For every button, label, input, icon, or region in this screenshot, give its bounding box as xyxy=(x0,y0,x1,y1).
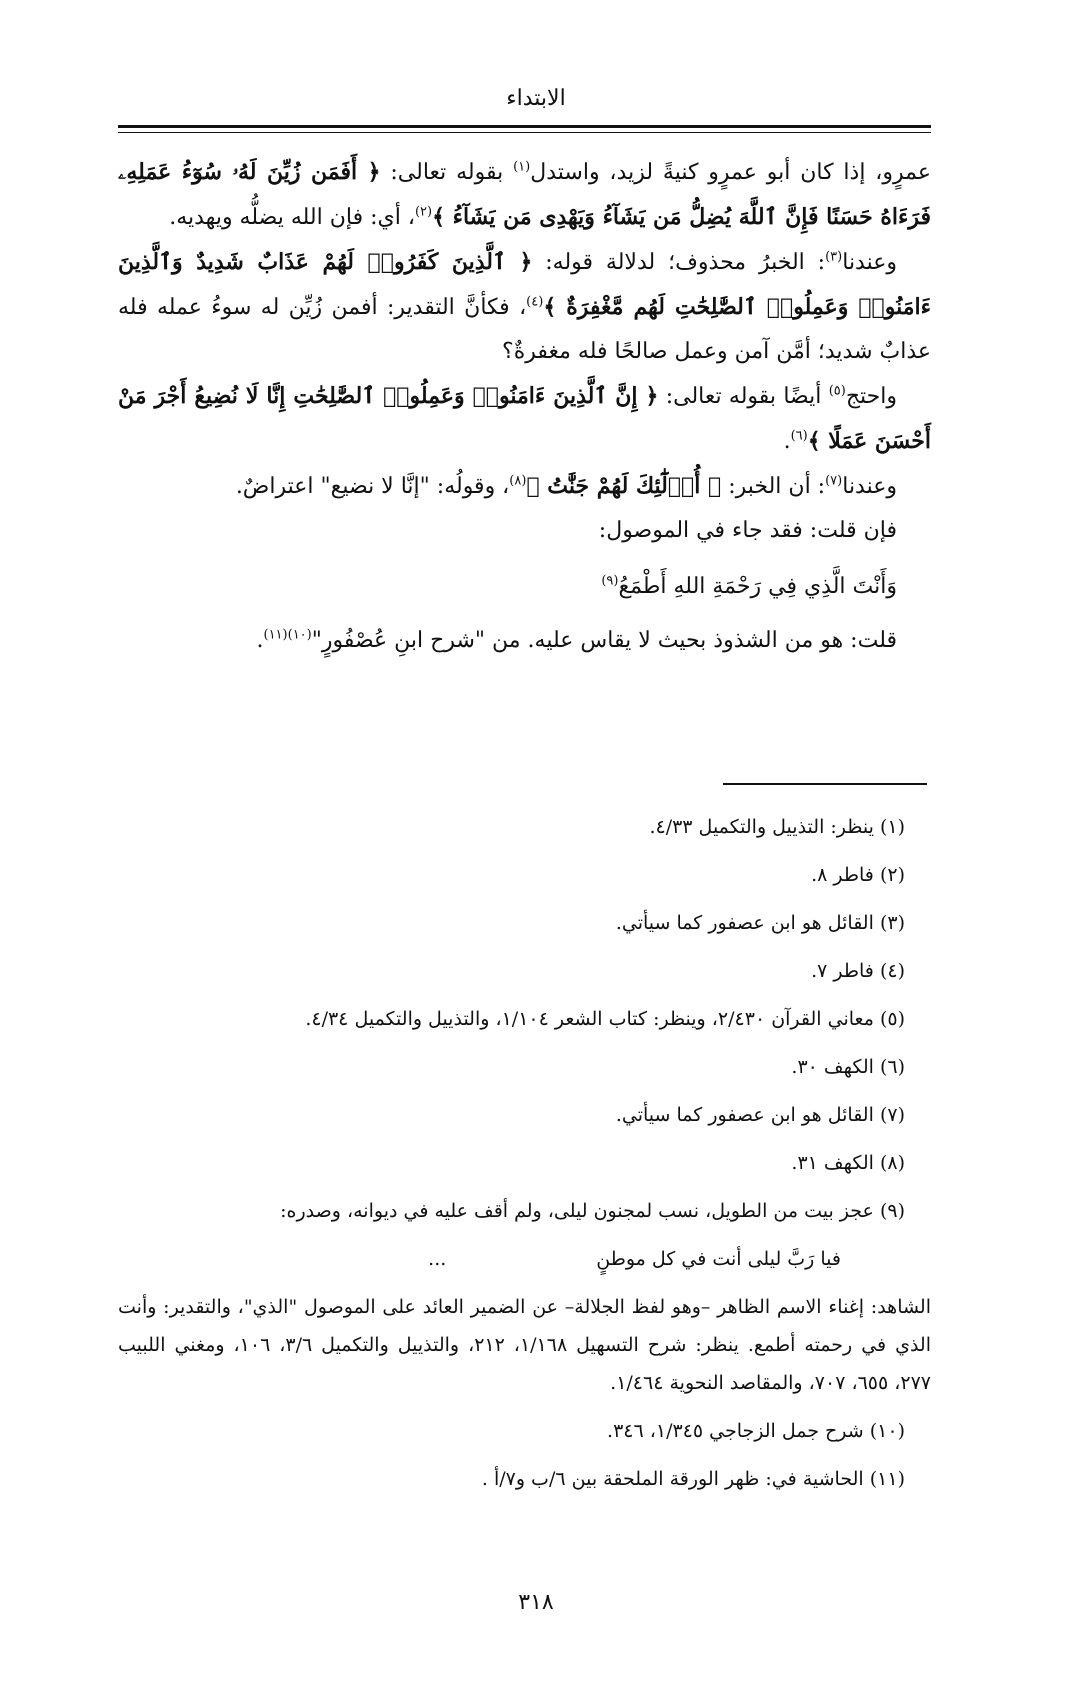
paragraph-5: فإن قلت: فقد جاء في الموصول: xyxy=(598,518,897,543)
footnote-separator xyxy=(723,783,927,785)
footnote-ref: (٣) xyxy=(825,249,843,265)
footnote-item: (٤) فاطر ٧. xyxy=(811,960,905,982)
footnote-item: (٥) معاني القرآن ٢/٤٣٠، وينظر: كتاب الشعر ١/١٠٤، والتذييل والتكميل ٤/٣٤. xyxy=(305,1008,905,1030)
paragraph-2: وعندنا$^{(٣)}$: الخبرُ محذوف؛ لدلالة قوله: ﴿ ٱلَّذِينَ كَفَرُوا۟ لَهُمْ عَذَابٌ شَدِيدٌ وَٱلَّذِينَ ءَامَنُوا۟ وَعَمِلُوا۟ ٱلصَّٰلِحَٰتِ لَهُم مَّغْفِرَةٌ ﴾$^{(٤)}$، فكأنَّ التقدير: أفمن زُيِّن له سوءُ عمله فله عذابٌ شديد؛ أمَّن آمن وعمل صالحًا فله مغفرةٌ؟ xyxy=(118,249,932,364)
footnote-ref: (٩) xyxy=(601,573,619,589)
footnote-ref: (٤) xyxy=(526,294,544,310)
footnote-ref: (١) xyxy=(513,159,531,175)
header-rule-thin xyxy=(118,132,931,133)
quran-verse: ﴿ أُو۟لَٰٓئِكَ لَهُمْ جَنَّٰتُ ﴾ xyxy=(526,473,722,499)
footnote-verse: فيا رَبَّ ليلى أنت في كل موطنٍ... xyxy=(428,1248,841,1270)
quran-verse: ﴿ إِنَّ ٱلَّذِينَ ءَامَنُوا۟ وَعَمِلُوا۟ ٱلصَّٰلِحَٰتِ إِنَّا لَا نُضِيعُ أَجْرَ مَنْ أَحْسَنَ عَمَلًا ﴾ xyxy=(118,383,931,454)
footnote-ref: (٦) xyxy=(790,428,808,444)
footnote-item: (١٠) شرح جمل الزجاجي ١/٣٤٥، ٣٤٦. xyxy=(607,1420,905,1442)
poetry-verse: وَأَنْتَ الَّذِي فِي رَحْمَةِ اللهِ أَطْمَعُ$^{(٩)}$ xyxy=(601,573,897,599)
running-header: الابتداء xyxy=(506,86,566,111)
paragraph-3: واحتج$^{(٥)}$ أيضًا بقوله تعالى: ﴿ إِنَّ ٱلَّذِينَ ءَامَنُوا۟ وَعَمِلُوا۟ ٱلصَّٰلِحَٰتِ إِنَّا لَا نُضِيعُ أَجْرَ مَنْ أَحْسَنَ عَمَلًا ﴾$^{(٦)}$. xyxy=(118,383,931,454)
footnote-item: (٩) عجز بيت من الطويل، نسب لمجنون ليلى، ولم أقف عليه في ديوانه، وصدره: xyxy=(280,1200,905,1222)
paragraph-6: قلت: هو من الشذوذ بحيث لا يقاس عليه. من "شرح ابنِ عُصْفُورٍ"$^{(١٠)(١١)}$. xyxy=(256,627,897,653)
footnote-ref: (٨) xyxy=(509,473,527,489)
footnote-ref: (١١) xyxy=(263,627,288,643)
page-number: ٣١٨ xyxy=(518,1590,554,1615)
footnote-item: (٨) الكهف ٣١. xyxy=(791,1152,905,1174)
footnote-continuation: الشاهد: إغناء الاسم الظاهر –وهو لفظ الجلالة– عن الضمير العائد على الموصول "الذي"، والتقدير: وأنت الذي في رحمته أطمع. ينظر: شرح التسهيل ١/١٦٨، ٢١٢، والتذييل والتكميل ٣/٦، ١٠٦، ومغني اللبيب ٢٧٧، ٦٥٥، ٧٠٧، والمقاصد النحوية ١/٤٦٤. xyxy=(118,1296,931,1394)
header-rule-thick xyxy=(118,125,931,128)
quran-verse: ﴿ ٱلَّذِينَ كَفَرُوا۟ لَهُمْ عَذَابٌ شَدِيدٌ وَٱلَّذِينَ ءَامَنُوا۟ وَعَمِلُوا۟ ٱلصَّٰلِحَٰتِ لَهُم مَّغْفِرَةٌ ﴾ xyxy=(118,249,932,320)
footnote-item: (١١) الحاشية في: ظهر الورقة الملحقة بين ٦/ب و٧/أ . xyxy=(481,1468,905,1490)
footnote-ref: (١٠) xyxy=(287,627,312,643)
footnote-ref: (٥) xyxy=(828,383,846,399)
paragraph-1: عمرٍو، إذا كان أبو عمرٍو كنيةً لزيد، واستدل$^{(١)}$ بقوله تعالى: ﴿ أَفَمَن زُيِّنَ لَهُۥ سُوٓءُ عَمَلِهِۦ فَرَءَاهُ حَسَنًا فَإِنَّ ٱللَّهَ يُضِلُّ مَن يَشَآءُ وَيَهْدِى مَن يَشَآءُ ﴾$^{(٢)}$، أي: فإن الله يضلُّه ويهديه. xyxy=(118,159,931,230)
footnote-ref: (٢) xyxy=(414,204,433,220)
footnote-item: (١) ينظر: التذييل والتكميل ٤/٣٣. xyxy=(649,816,905,838)
footnote-item: (٢) فاطر ٨. xyxy=(811,864,905,886)
footnote-item: (٦) الكهف ٣٠. xyxy=(791,1056,905,1078)
footnote-item: (٧) القائل هو ابن عصفور كما سيأتي. xyxy=(615,1104,905,1126)
paragraph-4: وعندنا$^{(٧)}$: أن الخبر: ﴿ أُو۟لَٰٓئِكَ لَهُمْ جَنَّٰتُ ﴾$^{(٨)}$، وقولُه: "إنَّا لا نضيع" اعتراضٌ. xyxy=(235,473,897,499)
main-text xyxy=(118,150,931,663)
footnote-item: (٣) القائل هو ابن عصفور كما سيأتي. xyxy=(615,912,905,934)
footnote-ref: (٧) xyxy=(825,473,843,489)
quran-verse: ﴿ أَفَمَن زُيِّنَ لَهُۥ سُوٓءُ عَمَلِهِۦ فَرَءَاهُ حَسَنًا فَإِنَّ ٱللَّهَ يُضِلُّ مَن يَشَآءُ وَيَهْدِى مَن يَشَآءُ ﴾ xyxy=(118,159,931,230)
footnotes xyxy=(118,808,931,1508)
